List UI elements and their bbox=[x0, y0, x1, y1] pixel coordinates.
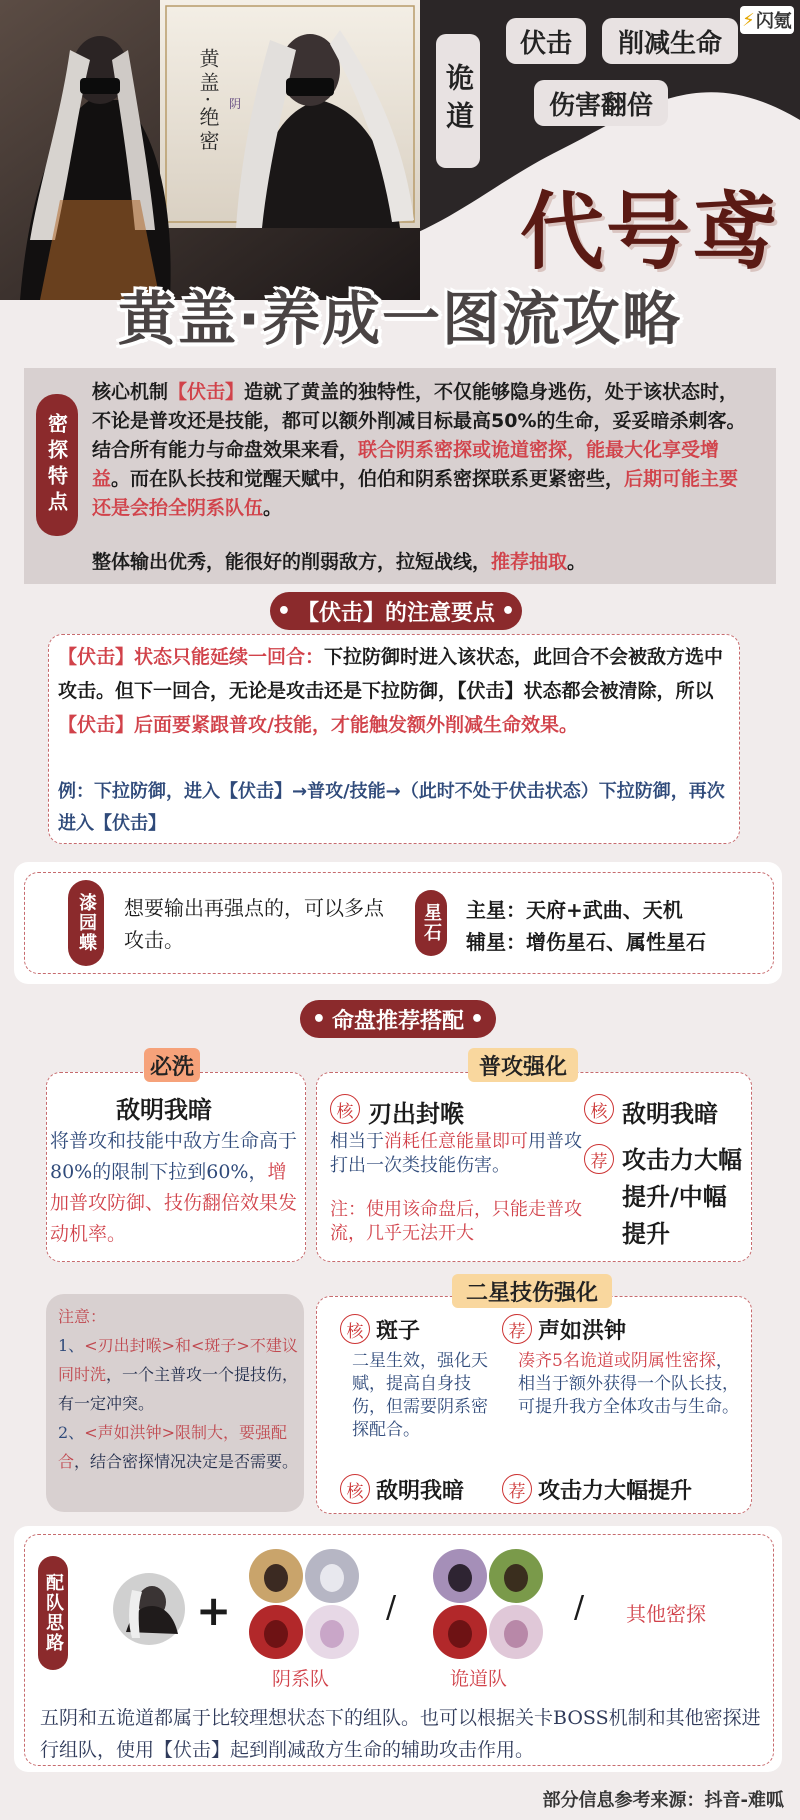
faction-tag: 诡道 bbox=[436, 34, 480, 168]
recommend-mark-icon: 荐 bbox=[584, 1144, 614, 1174]
highlight-text: 后期可能主要还是会抬全阴系队伍 bbox=[92, 468, 739, 519]
item-prefix: 1、 bbox=[58, 1336, 85, 1355]
normal-left-note: 注：使用该命盘后，只能走普攻流，几乎无法开大 bbox=[330, 1199, 582, 1244]
notice-title: 注意： bbox=[58, 1307, 107, 1326]
notice-item-2 bbox=[58, 1418, 300, 1476]
skill-tag-reduce-hp: 削减生命 bbox=[602, 18, 738, 64]
ambush-section-title bbox=[270, 592, 522, 630]
item-post: ，结合密探情况决定是否需要。 bbox=[74, 1452, 299, 1471]
item-prefix: 2、 bbox=[58, 1423, 85, 1442]
portrait-caption: 黄盖·绝密 bbox=[196, 48, 220, 155]
star-stone-badge: 星石 bbox=[415, 890, 447, 956]
body-text: 造就了黄盖的独特性，不仅能够隐身逃伤，处于该状态时，不论是普攻还是技能，都可以额外削减目标最高50%的生命，妥妥暗杀刺客。结合所有能力与命盘效果来看， bbox=[92, 381, 746, 461]
skill-tag-ambush: 伏击 bbox=[506, 18, 586, 64]
two-star-right-desc bbox=[518, 1350, 740, 1419]
must-wash-label: 必洗 bbox=[144, 1048, 200, 1082]
app-logo bbox=[740, 6, 794, 34]
normal-right-rec: 攻击力大幅提升/中幅提升 bbox=[622, 1146, 742, 1248]
recommend-mark-icon: 荐 bbox=[502, 1314, 532, 1344]
desc-red: 凑齐5名诡道或阴属性密探 bbox=[518, 1351, 716, 1371]
body-text: 将普攻和技能中敌方生命高于80%的限制下拉到60%， bbox=[50, 1130, 298, 1183]
ambush-paragraph bbox=[58, 640, 728, 742]
normal-right-core: 敌明我暗 bbox=[622, 1100, 718, 1128]
yin-team-avatars bbox=[248, 1548, 360, 1660]
highlight-text: 联合阴系密探或诡道密探，能最大化享受增益 bbox=[92, 439, 720, 490]
item-red: <刃出封喉>和<斑子>不建议同时洗 bbox=[58, 1336, 298, 1384]
core-mark-icon: 核 bbox=[330, 1094, 360, 1124]
guide-title: 黄盖·养成一图流攻略 bbox=[117, 285, 683, 353]
body-text: 下拉防御时进入该状态，此回合不会被敌方选中攻击。但下一回合，无论是攻击还是下拉防御，【伏击】状态都会被清除，所以 bbox=[58, 646, 724, 702]
lightning-icon: ⚡ bbox=[742, 9, 755, 31]
recommend-mark-icon: 荐 bbox=[502, 1474, 532, 1504]
source-footer: 部分信息参考来源：抖音-难呱 bbox=[542, 1790, 784, 1811]
intro-paragraph bbox=[92, 378, 756, 523]
main-star-text: 主星：天府+武曲、天机 bbox=[466, 898, 683, 922]
notice-text bbox=[58, 1302, 300, 1476]
intro-badge: 密探特点 bbox=[36, 394, 78, 536]
highlight-text: 【伏击】状态只能延续一回合： bbox=[58, 646, 325, 668]
slash-separator: / bbox=[574, 1590, 585, 1625]
destiny-section-title bbox=[300, 1000, 496, 1038]
item-post: ，一个主普攻一个提技伤，有一定冲突。 bbox=[58, 1365, 299, 1413]
body-text: 。而在队长技和觉醒天赋中，伯伯和阴系密探联系更紧密些， bbox=[111, 468, 625, 490]
core-mark-icon: 核 bbox=[340, 1314, 370, 1344]
two-star-label: 二星技伤强化 bbox=[452, 1274, 612, 1308]
intro-last-end: 。 bbox=[567, 551, 587, 573]
desc-post: ，相当于额外获得一个队长技，可提升我方全体攻击与生命。 bbox=[518, 1351, 739, 1417]
guidao-team-label: 诡道队 bbox=[450, 1668, 508, 1690]
plus-sign: + bbox=[196, 1586, 232, 1635]
yin-team-label: 阴系队 bbox=[272, 1668, 330, 1690]
desc-red: 消耗任意能量即可 bbox=[384, 1131, 528, 1152]
bullet-dot: • bbox=[276, 598, 291, 624]
must-wash-desc bbox=[50, 1126, 300, 1250]
body-text: 。 bbox=[263, 497, 283, 519]
game-brand-title: 代号鸢 bbox=[520, 183, 779, 281]
highlight-text: 【伏击】 bbox=[168, 381, 245, 403]
other-agents-text: 其他密探 bbox=[626, 1602, 706, 1626]
intro-last-line bbox=[92, 548, 756, 577]
sub-star-text: 辅星：增伤星石、属性星石 bbox=[466, 930, 706, 954]
lacquer-badge: 漆园蝶 bbox=[68, 880, 104, 966]
ambush-example: 例：下拉防御，进入【伏击】→普攻/技能→（此时不处于伏击状态）下拉防御，再次进入【伏击】 bbox=[58, 781, 725, 834]
bullet-dot: • bbox=[311, 1006, 326, 1032]
lacquer-text: 想要输出再强点的，可以多点攻击。 bbox=[124, 896, 384, 952]
normal-left-desc bbox=[330, 1130, 582, 1178]
two-star-right-name: 声如洪钟 bbox=[538, 1319, 627, 1344]
intro-last-text: 整体输出优秀，能很好的削弱敌方，拉短战线， bbox=[92, 551, 492, 573]
highlight-text: 增加普攻防御、技伤翻倍效果发动机率。 bbox=[50, 1161, 298, 1245]
desc-post: 用普攻打出一次类技能伤害。 bbox=[330, 1131, 582, 1176]
bullet-dot: • bbox=[470, 1006, 485, 1032]
logo-text: 闪氪 bbox=[755, 11, 792, 32]
bullet-dot: • bbox=[501, 598, 516, 624]
core-mark-icon: 核 bbox=[584, 1094, 614, 1124]
two-star-bottom-left: 敌明我暗 bbox=[376, 1479, 465, 1504]
intro-recommend: 推荐抽取 bbox=[491, 551, 568, 573]
notice-item-1 bbox=[58, 1331, 300, 1418]
two-star-left-name: 斑子 bbox=[376, 1319, 421, 1344]
skill-tag-double-damage: 伤害翻倍 bbox=[534, 80, 668, 126]
two-star-bottom-right: 攻击力大幅提升 bbox=[538, 1479, 693, 1504]
must-wash-name: 敌明我暗 bbox=[116, 1096, 212, 1124]
normal-left-name: 刃出封喉 bbox=[368, 1100, 464, 1128]
core-mark-icon: 核 bbox=[340, 1474, 370, 1504]
huanggai-avatar bbox=[112, 1572, 186, 1646]
two-star-left-desc: 二星生效，强化天赋，提高自身技伤，但需要阴系密探配合。 bbox=[352, 1351, 488, 1440]
ambush-title-text: 【伏击】的注意要点 bbox=[296, 600, 495, 626]
destiny-title-text: 命盘推荐搭配 bbox=[331, 1008, 464, 1034]
body-text: 核心机制 bbox=[92, 381, 169, 403]
guidao-team-avatars bbox=[432, 1548, 544, 1660]
item-red: <声如洪钟>限制大，要强配合 bbox=[58, 1423, 288, 1471]
team-summary: 五阴和五诡道都属于比较理想状态下的组队。也可以根据关卡BOSS机制和其他密探进行组队，使用【伏击】起到削减敌方生命的辅助攻击作用。 bbox=[40, 1707, 761, 1761]
normal-attack-label: 普攻强化 bbox=[468, 1048, 578, 1082]
portrait-badge: 阴 bbox=[228, 96, 241, 111]
highlight-text: 【伏击】后面要紧跟普攻/技能，才能触发额外削减生命效果。 bbox=[58, 714, 578, 736]
slash-separator: / bbox=[386, 1590, 397, 1625]
team-badge: 配队思路 bbox=[38, 1556, 68, 1670]
desc-pre: 相当于 bbox=[330, 1131, 384, 1152]
